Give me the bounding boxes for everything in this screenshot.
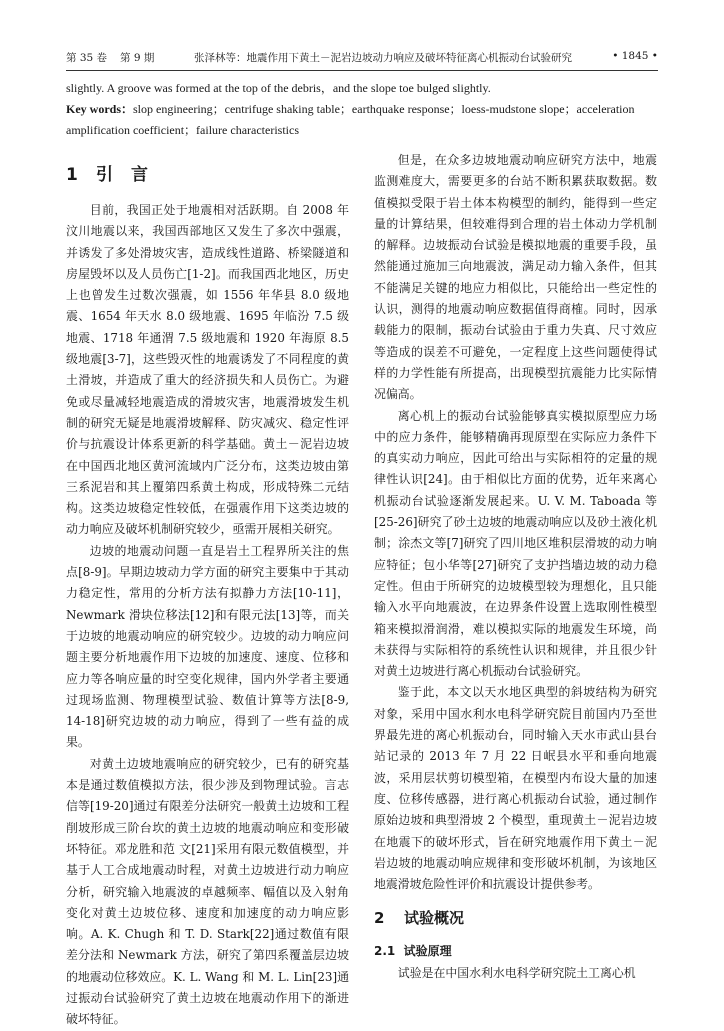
subsection-2-1-heading [374,941,657,962]
abstract-tail: slightly. A groove was formed at the top of the debris，and the slope toe bulged slightly. [66,81,491,95]
section-1-title: 引言 [96,165,166,185]
keywords-text: slop engineering；centrifuge shaking table；earthquake response；loess-mudstone slope；acceleration amplification coefficient；failure characteristics [66,102,635,137]
right-column [374,150,657,984]
running-header [66,50,658,68]
section-1-heading [66,150,349,200]
left-column [66,150,349,1031]
paragraph: 目前，我国正处于地震相对活跃期。自 2008 年汶川地震以来，我国西部地区又发生了多次中强震，并诱发了多处滑坡灾害，造成线性道路、桥梁隧道和房屋毁坏以及人员伤亡[1-2]。而我国西北地区，历史上也曾发生过数次强震，如 1556 年华县 8.0 级地震、1654 年天水 8.0 级地震、1695 年临汾 7.5 级地震、1718 年通渭 7.5 级地震和 1920 年海原 8.5 级地震[3-7]，这些毁灭性的地震诱发了不同程度的黄土滑坡，并造成了重大的经济损失和人员伤亡。为避免或尽量减轻地震造成的滑坡灾害，地震滑坡发生机制的研究无疑是地震滑坡解释、防灾减灾、稳定性评价与抗震设计体系更新的科学基础。黄土－泥岩边坡在中国西北地区黄河流域内广泛分布，这类边坡由第三系泥岩和其上覆第四系黄土构成，形成特殊二元结构。这类边坡稳定性较低，在强震作用下这类边坡的动力响应及破坏机制研究较少，亟需开展相关研究。 [66,203,349,537]
volume-label: 第 35 卷 [66,52,108,64]
paragraph: 但是，在众多边坡地震动响应研究方法中，地震监测难度大，需要更多的台站不断积累获取数据。数值模拟受限于岩土体本构模型的制约，能得到一些定量的计算结果，但较难得到合理的岩土体动力学机制的解释。边坡振动台试验是模拟地震的重要手段，虽然能通过施加三向地震波，满足动力输入条件，但其不能满足关键的地应力相似比，只能给出一些定性的认识，测得的地震动响应数据值得商榷。同时，因承载能力的限制，振动台试验由于重力失真、尺寸效应等造成的误差不可避免，一定程度上这些问题使得试样的力学性能有所提高，出现模型抗震能力比实际情况偏高。 [374,153,657,402]
paragraph: 对黄土边坡地震响应的研究较少，已有的研究基本是通过数值模拟方法，很少涉及到物理试验。言志信等[19-20]通过有限差分法研究一般黄土边坡和工程削坡形成三阶台坎的黄土边坡的地震动响应和变形破坏特征。邓龙胜和范 文[21]采用有限元数值模型，并基于人工合成地震动时程，对黄土边坡进行动力响应分析，研究输入地震波的卓越频率、幅值以及入射角变化对黄土边坡位移、速度和加速度的动力响应影响。A. K. Chugh 和 T. D. Stark[22]通过数值有限差分法和 Newmark 方法，研究了第四系覆盖层边坡的地震动位移效应。K. L. Wang 和 M. L. Lin[23]通过振动台试验研究了黄土边坡在地震动作用下的渐进破坏特征。 [66,756,349,1027]
page-number: • 1845 • [612,50,658,62]
running-title: 张泽林等：地震作用下黄土－泥岩边坡动力响应及破坏特征离心机振动台试验研究 [194,52,572,64]
paragraph: 鉴于此，本文以天水地区典型的斜坡结构为研究对象，采用中国水利水电科学研究院目前国内乃至世界最先进的离心机振动台，同时输入天水市武山县台站记录的 2013 年 7 月 22 日岷县水平和垂向地震波，采用层状剪切模型箱，在模型内布设大量的加速度、位移传感器，进行离心机振动台试验，通过制作原始边坡和典型滑坡 2 个模型，重现黄土－泥岩边坡在地震下的破坏形式，旨在研究地震作用下黄土－泥岩边坡的地震动响应规律和变形破坏机制，为该地区地震滑坡危险性评价和抗震设计提供参考。 [374,685,657,892]
paragraph: 离心机上的振动台试验能够真实模拟原型应力场中的应力条件，能够精确再现原型在实际应力条件下的真实动力响应，因此可给出与实际相符的定量的规律性认识[24]。由于相似比方面的优势，近年来离心机振动台试验逐渐发展起来。U. V. M. Taboada 等[25-26]研究了砂土边坡的地震动响应以及砂土液化机制；涂杰文等[7]研究了四川地区堆积层滑坡的动力响应特征；包小华等[27]研究了支护挡墙边坡的动力稳定性。但由于所研究的边坡模型较为理想化，且只能输入水平向地震波，在边界条件设置上选取刚性模型箱来模拟滑润滑，难以模拟实际的地震发生环境，尚未获得与实际相符的系统性认识和规律，并且很少针对黄土边坡进行离心机振动台试验研究。 [374,408,657,679]
subsection-number: 2.1 [374,944,396,959]
issue-label: 第 9 期 [120,52,155,64]
subsection-title: 试验原理 [403,944,452,959]
section-2-heading [374,895,657,941]
keywords-label: Key words： [66,102,133,116]
section-2-title: 试验概况 [404,909,465,928]
section-2-number: 2 [374,909,385,928]
section-1-number: 1 [66,165,78,185]
paragraph: 试验是在中国水利水电科学研究院土工离心机 [397,965,636,980]
header-rule [66,70,658,71]
paragraph: 边坡的地震动问题一直是岩土工程界所关注的焦点[8-9]。早期边坡动力学方面的研究主要集中于其动力稳定性，常用的分析方法有拟静力方法[10-11]，Newmark 滑块位移法[12]和有限元法[13]等，而关于边坡的地震动响应的研究较少。边坡的动力响应问题主要分析地震作用下边坡的加速度、速度、位移和应力等各响应量的时空变化规律，国内外学者主要通过现场监测、物理模型试验、数值计算等方法[8-9, 14-18]研究边坡的动力响应，得到了一些有益的成果。 [66,543,349,750]
keywords [66,99,658,141]
